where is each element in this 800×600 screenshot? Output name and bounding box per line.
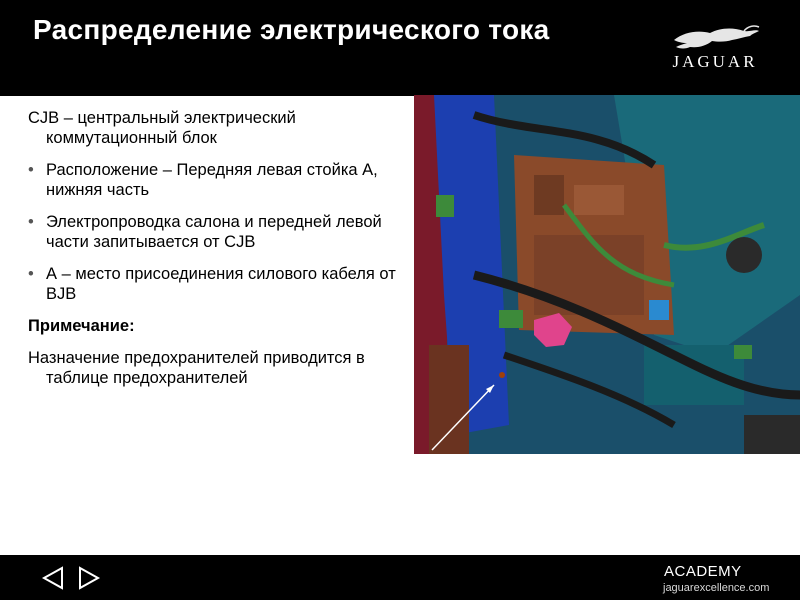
jaguar-wordmark: JAGUAR bbox=[672, 52, 758, 71]
bullet-text: Электропроводка салона и передней левой части запитывается от CJB bbox=[46, 213, 382, 251]
previous-slide-button[interactable] bbox=[40, 565, 66, 591]
leaping-jaguar-icon bbox=[660, 22, 770, 52]
bullet-text: Расположение – Передняя левая стойка А, нижняя часть bbox=[46, 161, 378, 199]
triangle-left-outline-icon bbox=[40, 565, 66, 591]
site-link[interactable]: jaguarexcellence.com bbox=[663, 582, 770, 594]
bullet-location bbox=[28, 160, 413, 200]
note-text bbox=[28, 348, 413, 388]
bullet-dot-icon: • bbox=[28, 161, 34, 179]
bullet-connection bbox=[28, 264, 413, 304]
paragraph-text: CJB – центральный электрический коммутационный блок bbox=[28, 109, 296, 147]
note-heading bbox=[28, 316, 413, 336]
bullet-text: А – место присоединения силового кабеля от BJB bbox=[46, 265, 396, 303]
slide-title: Распределение электрического тока bbox=[33, 14, 550, 45]
cjb-location-render bbox=[414, 95, 800, 454]
slide-header bbox=[0, 0, 800, 96]
bullet-dot-icon: • bbox=[28, 213, 34, 231]
note-heading-text: Примечание: bbox=[28, 317, 135, 335]
bullet-wiring bbox=[28, 212, 413, 252]
triangle-right-outline-icon bbox=[76, 565, 102, 591]
paragraph-cjb bbox=[28, 108, 413, 148]
note-body-text: Назначение предохранителей приводится в таблице предохранителей bbox=[28, 349, 365, 387]
jaguar-logo bbox=[660, 22, 770, 74]
academy-label: ACADEMY bbox=[664, 563, 742, 580]
bullet-dot-icon: • bbox=[28, 265, 34, 283]
vehicle-interior-illustration bbox=[414, 95, 800, 454]
slide-body bbox=[28, 108, 413, 400]
next-slide-button[interactable] bbox=[76, 565, 102, 591]
